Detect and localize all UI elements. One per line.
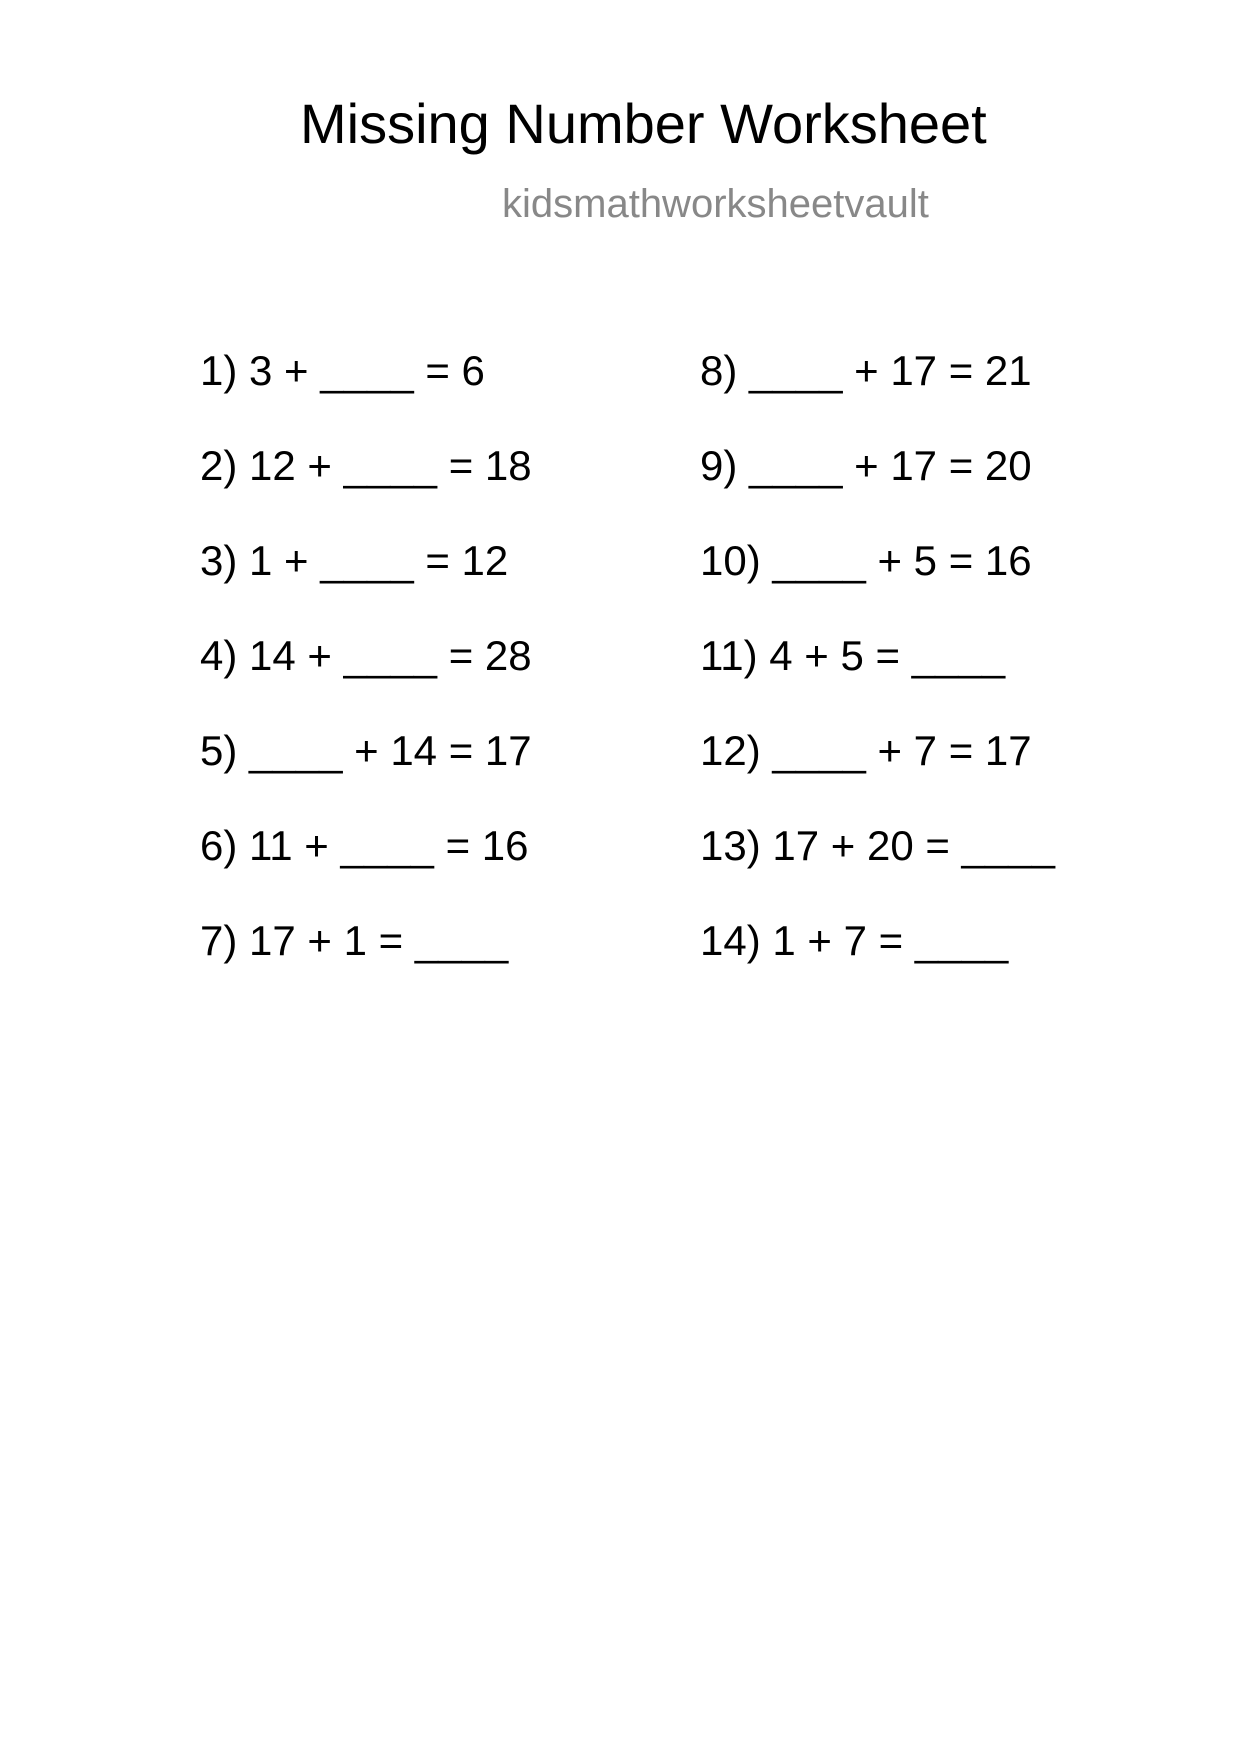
problems-left-column (200, 347, 532, 1015)
problem-5: 5) ____ + 14 = 17 (200, 727, 532, 774)
worksheet-subtitle: kidsmathworksheetvault (502, 182, 929, 226)
problems-right-column (700, 347, 1055, 1015)
problem-14: 14) 1 + 7 = ____ (700, 917, 1009, 964)
problem-11: 11) 4 + 5 = ____ (700, 632, 1006, 679)
problem-4: 4) 14 + ____ = 28 (200, 632, 532, 679)
problem-7: 7) 17 + 1 = ____ (200, 917, 509, 964)
problem-12: 12) ____ + 7 = 17 (700, 727, 1032, 774)
problem-8: 8) ____ + 17 = 21 (700, 347, 1032, 394)
problem-1: 1) 3 + ____ = 6 (200, 347, 485, 394)
worksheet-title: Missing Number Worksheet (300, 92, 987, 155)
problem-2: 2) 12 + ____ = 18 (200, 442, 532, 489)
problem-13: 13) 17 + 20 = ____ (700, 822, 1055, 869)
problem-3: 3) 1 + ____ = 12 (200, 537, 509, 584)
problem-6: 6) 11 + ____ = 16 (200, 822, 529, 869)
problem-9: 9) ____ + 17 = 20 (700, 442, 1032, 489)
problem-10: 10) ____ + 5 = 16 (700, 537, 1032, 584)
